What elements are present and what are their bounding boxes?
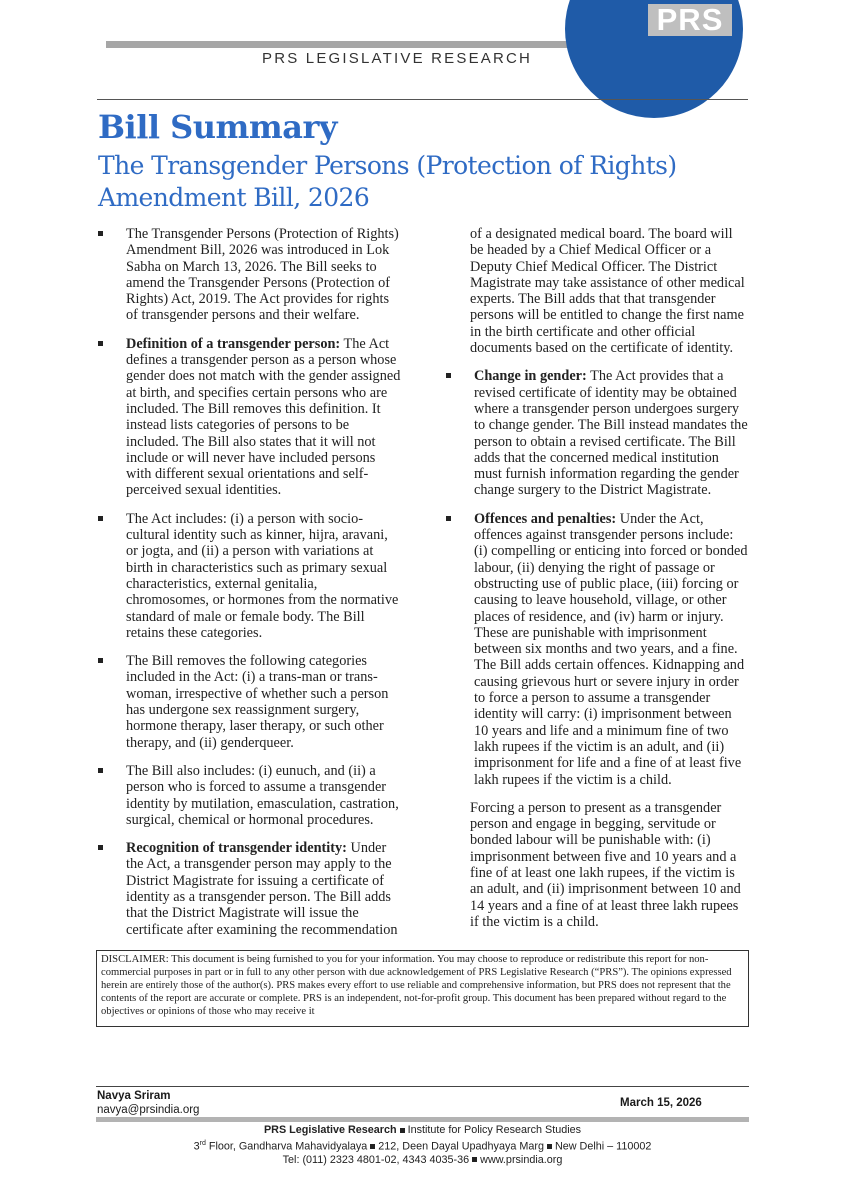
bill-title-line-2: Amendment Bill, 2026	[98, 183, 370, 212]
summary-paragraph	[446, 511, 748, 788]
paragraph-heading: Recognition of transgender identity:	[126, 840, 347, 857]
footer-city: New Delhi – 110002	[554, 1140, 652, 1153]
paragraph-text: The Act defines a transgender person as a person whose gender does not match with the gender assigned at birth, and specifies certain persons who are included. The Bill removes this definition. It instead lists categories of persons to be included. The Bill also states that it will not include or will never have included persons with different sexual orientations and self-perceived sexual identities.	[126, 335, 401, 499]
header-rule-bar	[106, 41, 594, 48]
bullet-icon	[98, 658, 103, 663]
paragraph-text: The Bill also includes: (i) eunuch, and (ii) a person who is forced to assume a transgender identity by mutilation, emasculation, castration, surgical, chemical or hormonal procedures.	[126, 762, 399, 828]
paragraph-text: The Transgender Persons (Protection of Rights) Amendment Bill, 2026 was introduced in Lok Sabha on March 13, 2026. The Bill seeks to amend the Transgender Persons (Protection of Rights) Act, 2019. The Act provides for rights of transgender persons and their welfare.	[126, 226, 399, 324]
bill-title	[98, 150, 738, 214]
footer-institute: Institute for Policy Research Studies	[407, 1124, 582, 1136]
paragraph-text: The Bill removes the following categories included in the Act: (i) a trans-man or trans-woman, irrespective of whether such a person has undergone sex reassignment surgery, hormone therapy, laser therapy, or such other therapy, and (ii) genderqueer.	[126, 653, 389, 751]
paragraph-text: Under the Act, offences against transgender persons include: (i) compelling or enticing into forced or bonded labour, (ii) denying the right of passage or obstructing use of public place, (iii) forcing or causing to leave household, village, or other places of residence, and (iv) harm or injury. These are punishable with imprisonment between six months and two years, and a fine. The Bill adds certain offences. Kidnapping and causing grievous hurt or severe injury in order to force a person to assume a transgender identity will carry: (i) imprisonment between 10 years and life and a minimum fine of two lakh rupees if the victim is an adult, and (ii) imprisonment for life and a fine of at least five lakh rupees if the victim is a child.	[474, 510, 748, 788]
summary-paragraph	[446, 368, 748, 498]
footer-org-name: PRS Legislative Research	[263, 1124, 397, 1136]
bullet-icon	[446, 516, 451, 521]
footer-tel: Tel: (011) 2323 4801-02, 4343 4035-36	[282, 1153, 470, 1166]
organization-name: PRS LEGISLATIVE RESEARCH	[262, 50, 533, 67]
summary-paragraph	[98, 653, 403, 751]
continued-paragraph: of a designated medical board. The board will be headed by a Chief Medical Officer or a Deputy Chief Medical Officer. The District Magistrate may take assistance of other medical experts. The Bill adds that that transgender persons will be entitled to change the first name in the birth certificate and other official documents based on the certificate of identity.	[470, 226, 745, 357]
disclaimer-box: DISCLAIMER: This document is being furnished to you for your information. You may choose to reproduce or redistribute this report for non-commercial purposes in part or in full to any other person with due acknowledgement of PRS Legislative Research (“PRS”). The opinions expressed herein are entirely those of the author(s). PRS makes every effort to use reliable and comprehensive information, but PRS does not represent that the contents of the report are accurate or complete. PRS is an independent, not-for-profit group. This document has been prepared without regard to the objectives or opinions of those who may receive it	[96, 950, 749, 1027]
page-title: Bill Summary	[98, 108, 337, 146]
paragraph-text: The Act includes: (i) a person with socio-cultural identity such as kinner, hijra, aravani, or jogta, and (ii) a person with variations at birth in characteristics such as primary sexual characteristics, external genitalia, chromosomes, or hormones from the normative standard of male or female body. The Bill retains these categories.	[126, 510, 399, 641]
bill-title-line-1: The Transgender Persons (Protection of Rights)	[98, 151, 677, 180]
bullet-icon	[98, 516, 103, 521]
left-column	[98, 226, 403, 950]
bullet-icon	[98, 845, 103, 850]
header-divider	[97, 99, 748, 100]
author-email[interactable]: navya@prsindia.org	[97, 1104, 200, 1116]
right-column	[446, 226, 748, 942]
footer-grey-bar	[96, 1117, 749, 1122]
footer-floor-number: 3	[193, 1140, 200, 1153]
summary-paragraph	[98, 336, 403, 499]
square-bullet-icon	[472, 1157, 477, 1162]
square-bullet-icon	[400, 1128, 405, 1133]
summary-paragraph	[98, 226, 403, 324]
paragraph-text: Under the Act, a transgender person may apply to the District Magistrate for issuing a certificate of identity as a transgender person. The Bill adds that the District Magistrate will issue the certificate after examining the recommendation	[126, 840, 398, 938]
bullet-icon	[98, 341, 103, 346]
summary-paragraph	[98, 763, 403, 828]
bullet-icon	[98, 768, 103, 773]
footer-website[interactable]: www.prsindia.org	[480, 1153, 563, 1166]
final-paragraph: Forcing a person to present as a transgender person and engage in begging, servitude or bonded labour will be punishable with: (i) imprisonment between five and 10 years and a fine of at least one lakh rupees, if the victim is an adult, and (ii) imprisonment between 10 and 14 years and a fine of at least three lakh rupees if the victim is a child.	[470, 799, 741, 930]
author-name: Navya Sriram	[97, 1090, 171, 1102]
paragraph-heading: Change in gender:	[474, 368, 587, 385]
summary-paragraph	[98, 840, 403, 938]
bullet-icon	[446, 373, 451, 378]
footer-floor: Floor, Gandharva Mahavidyalaya	[205, 1140, 368, 1153]
footer-line-2	[96, 1137, 749, 1154]
bullet-icon	[98, 231, 103, 236]
publication-date: March 15, 2026	[620, 1097, 702, 1109]
footer-divider	[96, 1086, 749, 1087]
paragraph-heading: Definition of a transgender person:	[126, 335, 341, 352]
footer-address	[96, 1124, 749, 1167]
paragraph-text: The Act provides that a revised certificate of identity may be obtained where a transgender person undergoes surgery to change gender. The Bill instead mandates the person to obtain a revised certificate. The Bill adds that the concerned medical institution must furnish information regarding the gender change surgery to the District Magistrate.	[474, 368, 748, 499]
footer-floor-suffix: rd	[199, 1140, 206, 1147]
square-bullet-icon	[547, 1144, 552, 1149]
footer-line-1	[96, 1124, 749, 1137]
summary-paragraph	[98, 511, 403, 641]
square-bullet-icon	[370, 1144, 375, 1149]
paragraph-heading: Offences and penalties:	[474, 510, 617, 527]
footer-street: 212, Deen Dayal Upadhyaya Marg	[378, 1140, 544, 1153]
footer-line-3	[96, 1154, 749, 1167]
prs-logo-text: PRS	[648, 4, 732, 36]
